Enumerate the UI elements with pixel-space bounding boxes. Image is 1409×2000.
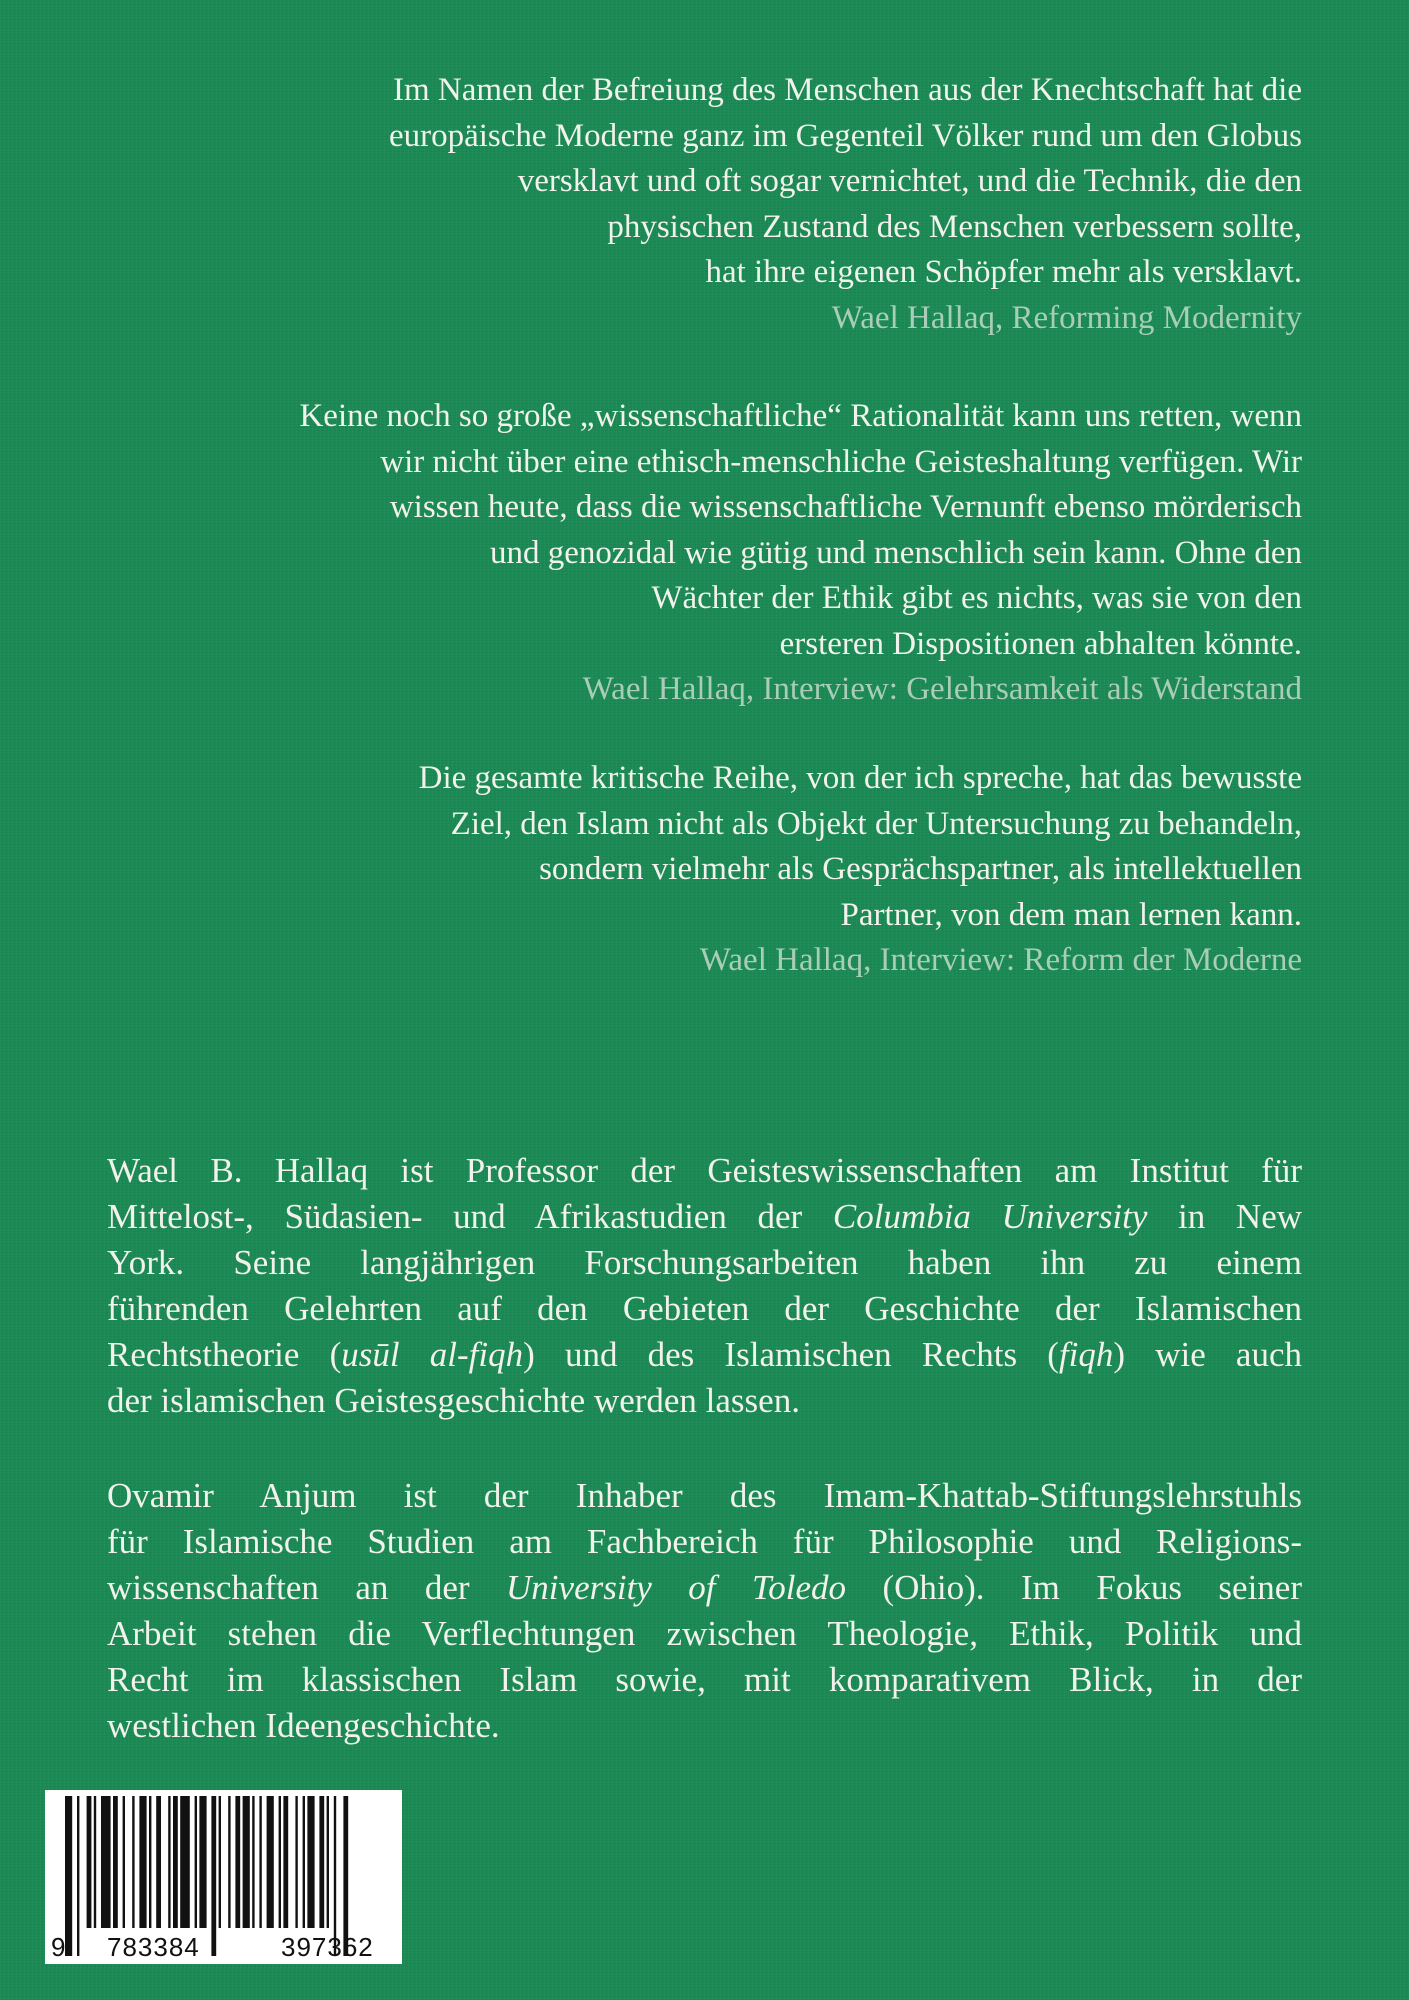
bio-line: York. Seine langjährigen Forschungsarbeiten haben ihn zu einem xyxy=(107,1243,1302,1282)
barcode-bar xyxy=(211,1796,216,1956)
bio-line: führenden Gelehrten auf den Gebieten der Geschichte der Islamischen xyxy=(107,1289,1302,1328)
bio-line: Rechtstheorie (usūl al-fiqh) und des Islamischen Rechts (fiqh) wie auch xyxy=(107,1335,1302,1374)
quote-line: hat ihre eigenen Schöpfer mehr als versklavt. xyxy=(705,254,1302,290)
barcode-bar xyxy=(195,1796,197,1928)
barcode-right-group: 397362 xyxy=(281,1932,374,1962)
bio-line: Recht im klassischen Islam sowie, mit komparativem Blick, in der xyxy=(107,1660,1302,1699)
barcode-bar xyxy=(180,1796,190,1928)
quote-line: europäische Moderne ganz im Gegenteil Völker rund um den Globus xyxy=(388,117,1302,154)
barcode-bar xyxy=(168,1796,170,1928)
barcode-lead-digit: 9 xyxy=(51,1932,67,1962)
barcode-bar xyxy=(319,1796,324,1928)
bio-italic-term: usūl al-fiqh xyxy=(341,1335,524,1374)
author-bio-hallaq xyxy=(107,1148,1302,1424)
quote-line: und genozidal wie gütig und menschlich sein kann. Ohne den xyxy=(490,534,1302,571)
quote-line: Wächter der Ethik gibt es nichts, was sie von den xyxy=(651,580,1302,616)
quote-line: physischen Zustand des Menschen verbessern sollte, xyxy=(607,208,1302,245)
quote-line: Die gesamte kritische Reihe, von der ich spreche, hat das bewusste xyxy=(418,760,1302,796)
quote-block-1 xyxy=(389,68,1302,341)
quote-line: wir nicht über eine ethisch-menschliche Geisteshaltung verfügen. Wir xyxy=(380,443,1302,480)
quote-attribution: Wael Hallaq, Interview: Reform der Moderne xyxy=(699,942,1302,978)
quote-line: wissen heute, dass die wissenschaftliche Vernunft ebenso mörderisch xyxy=(389,489,1302,525)
quote-line: Im Namen der Befreiung des Menschen aus der Knechtschaft hat die xyxy=(393,72,1302,108)
quote-block-2 xyxy=(299,394,1302,713)
barcode-bar xyxy=(279,1796,281,1928)
barcode-bar xyxy=(132,1796,134,1928)
barcode-bar xyxy=(267,1796,274,1928)
barcode-bar xyxy=(173,1796,178,1928)
barcode-bar xyxy=(327,1796,329,1928)
quote-line: Partner, von dem man lernen kann. xyxy=(840,896,1302,933)
barcode-bar xyxy=(307,1796,314,1928)
barcode-bar xyxy=(77,1796,79,1956)
bio-line: westlichen Ideengeschichte. xyxy=(107,1706,500,1745)
barcode-bar xyxy=(219,1796,221,1928)
quote-line: Ziel, den Islam nicht als Objekt der Untersuchung zu behandeln, xyxy=(450,805,1302,842)
bio-line: Ovamir Anjum ist der Inhaber des Imam-Khattab-Stiftungslehrstuhls xyxy=(107,1476,1302,1515)
barcode-bar xyxy=(295,1796,297,1928)
barcode-bar xyxy=(139,1796,146,1928)
barcode-left-group: 783384 xyxy=(107,1932,200,1962)
bio-italic-term: Columbia University xyxy=(832,1197,1148,1236)
barcode-bar xyxy=(156,1796,161,1928)
barcode-bar xyxy=(149,1796,151,1928)
quote-attribution: Wael Hallaq, Interview: Gelehrsamkeit als Widerstand xyxy=(582,671,1302,707)
bio-italic-term: fiqh xyxy=(1058,1335,1114,1374)
barcode-bar xyxy=(123,1796,125,1928)
barcode-bar xyxy=(283,1796,288,1928)
bio-line: der islamischen Geistesgeschichte werden lassen. xyxy=(107,1381,800,1420)
barcode-bar xyxy=(243,1796,250,1928)
barcode-bar xyxy=(101,1796,111,1928)
author-bio-anjum xyxy=(107,1473,1302,1749)
quote-line: versklavt und oft sogar vernichtet, und die Technik, die den xyxy=(517,163,1302,199)
barcode-bar xyxy=(199,1796,206,1928)
barcode-bar xyxy=(228,1796,230,1928)
quote-attribution: Wael Hallaq, Reforming Modernity xyxy=(831,299,1302,336)
barcode-bar xyxy=(259,1796,261,1928)
bio-line: wissenschaften an der University of Toledo (Ohio). Im Fokus seiner xyxy=(107,1568,1302,1607)
quote-line: sondern vielmehr als Gesprächspartner, als intellektuellen xyxy=(539,851,1302,887)
bio-line: Arbeit stehen die Verflechtungen zwischen Theologie, Ethik, Politik und xyxy=(107,1614,1302,1653)
barcode-bar xyxy=(113,1796,118,1928)
bio-line: Wael B. Hallaq ist Professor der Geisteswissenschaften am Institut für xyxy=(107,1151,1302,1190)
bio-line: für Islamische Studien am Fachbereich für Philosophie und Religions- xyxy=(107,1522,1302,1561)
barcode-bar xyxy=(235,1796,240,1928)
bio-line: Mittelost-, Südasien- und Afrikastudien der Columbia University in New xyxy=(107,1197,1303,1236)
isbn-barcode xyxy=(45,1790,402,1964)
barcode-bar xyxy=(252,1796,254,1928)
barcode-bar xyxy=(87,1796,92,1928)
quote-line: Keine noch so große „wissenschaftliche“ Rationalität kann uns retten, wenn xyxy=(299,398,1302,434)
bio-italic-term: University of Toledo xyxy=(506,1568,847,1607)
quote-line: ersteren Dispositionen abhalten könnte. xyxy=(779,625,1302,662)
barcode-bar xyxy=(94,1796,96,1928)
barcode-bar xyxy=(303,1796,305,1928)
quote-block-3 xyxy=(419,756,1302,984)
